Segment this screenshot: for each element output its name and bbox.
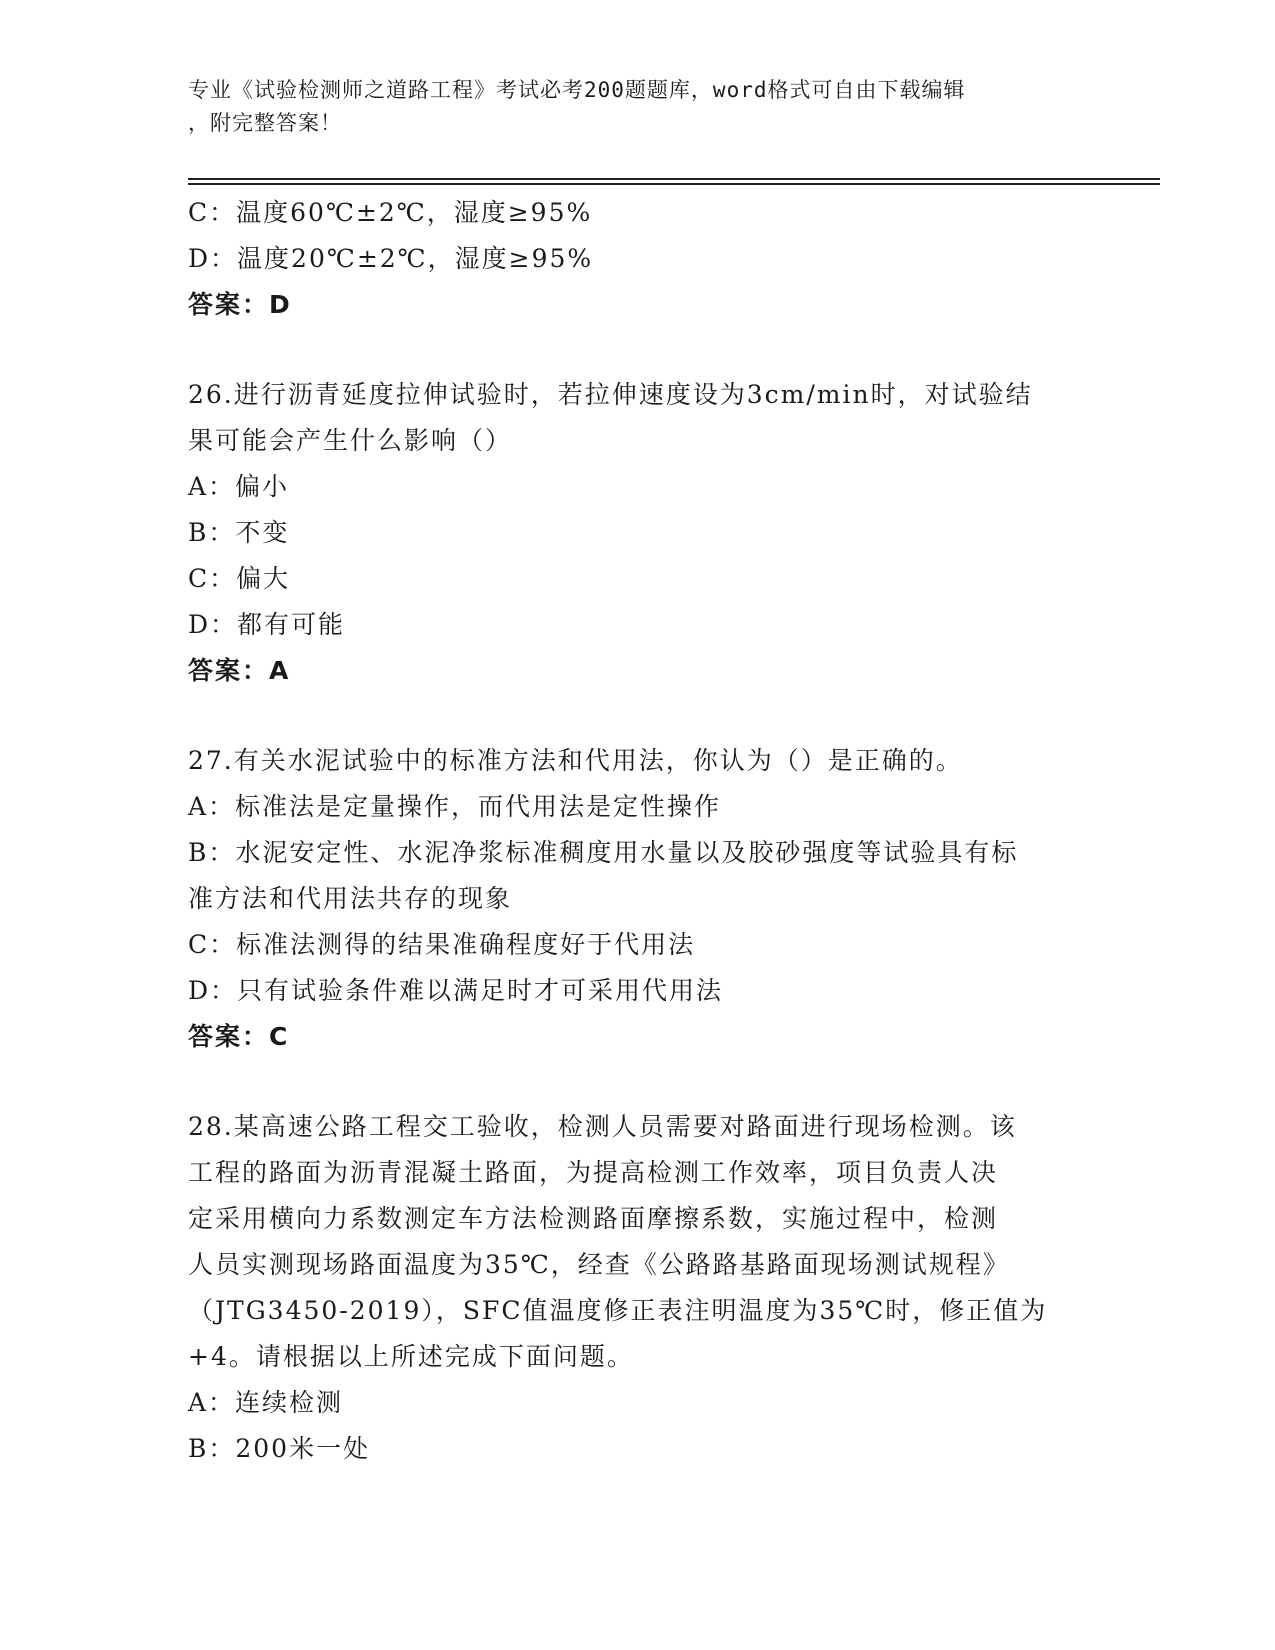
header-divider-top — [188, 178, 1160, 180]
header-divider-bottom — [188, 183, 1160, 185]
option-b: B：200米一处 — [188, 1434, 371, 1463]
option-c: C：温度60℃±2℃，湿度≥95% — [188, 198, 593, 227]
option-c: C：标准法测得的结果准确程度好于代用法 — [188, 930, 696, 959]
question-26 — [188, 372, 1088, 694]
option-c: C：偏大 — [188, 564, 291, 593]
question-stem-continued: +4。请根据以上所述完成下面问题。 — [188, 1342, 634, 1371]
option-a: A：偏小 — [188, 472, 290, 501]
option-a: A：连续检测 — [188, 1388, 344, 1417]
option-d: D：只有试验条件难以满足时才可采用代用法 — [188, 976, 724, 1005]
question-stem: 27.有关水泥试验中的标准方法和代用法，你认为（）是正确的。 — [188, 746, 963, 775]
question-stem-continued: 人员实测现场路面温度为35℃，经查《公路路基路面现场测试规程》 — [188, 1250, 1010, 1279]
option-d: D：都有可能 — [188, 610, 346, 639]
question-28 — [188, 1104, 1088, 1472]
answer-label: 答案：D — [188, 290, 292, 319]
question-27 — [188, 738, 1088, 1060]
question-stem-continued: 果可能会产生什么影响（） — [188, 426, 513, 455]
document-header — [188, 74, 1068, 140]
question-stem-continued: 工程的路面为沥青混凝土路面，为提高检测工作效率，项目负责人决 — [188, 1158, 999, 1187]
option-b: B：不变 — [188, 518, 290, 547]
question-stem-continued: （JTG3450-2019），SFC值温度修正表注明温度为35℃时，修正值为 — [188, 1296, 1048, 1325]
option-b: B：水泥安定性、水泥净浆标准稠度用水量以及胶砂强度等试验具有标 — [188, 838, 1019, 867]
question-list — [188, 190, 1088, 1472]
answer-label: 答案：A — [188, 656, 291, 685]
option-d: D：温度20℃±2℃，湿度≥95% — [188, 244, 594, 273]
question-stem: 28.某高速公路工程交工验收，检测人员需要对路面进行现场检测。该 — [188, 1112, 1017, 1141]
option-b-continued: 准方法和代用法共存的现象 — [188, 884, 513, 913]
header-title-line-2: ，附完整答案！ — [188, 111, 342, 135]
question-stem-continued: 定采用横向力系数测定车方法检测路面摩擦系数，实施过程中，检测 — [188, 1204, 999, 1233]
option-a: A：标准法是定量操作，而代用法是定性操作 — [188, 792, 722, 821]
header-title-line-1: 专业《试验检测师之道路工程》考试必考200题题库，word格式可自由下载编辑 — [188, 78, 966, 102]
question-stem: 26.进行沥青延度拉伸试验时，若拉伸速度设为3cm/min时，对试验结 — [188, 380, 1033, 409]
answer-label: 答案：C — [188, 1022, 290, 1051]
question-25-tail — [188, 190, 1088, 328]
